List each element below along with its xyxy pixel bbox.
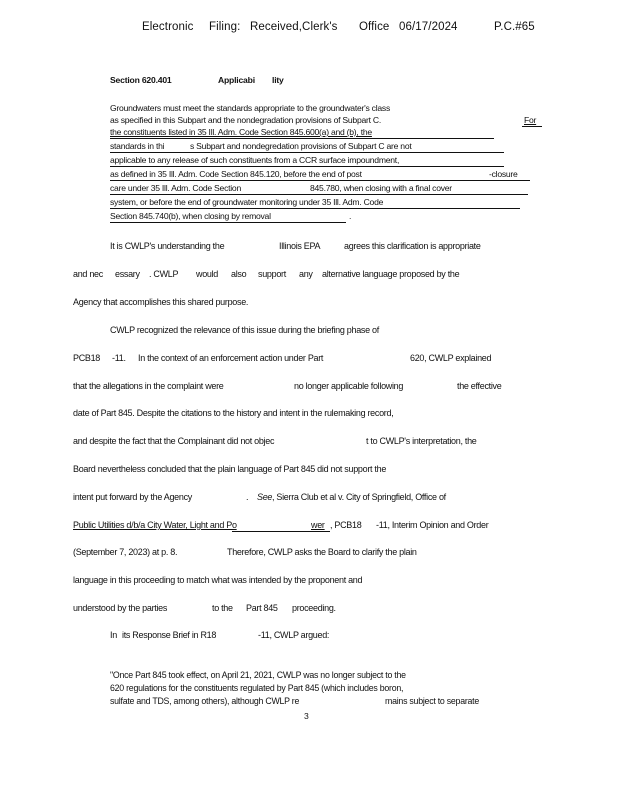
body-text: Illinois EPA	[279, 241, 321, 251]
body-text: agrees this clarification is appropriate	[344, 241, 481, 251]
header-date: 06/17/2024	[399, 21, 458, 33]
header-filing: Filing:	[209, 21, 241, 33]
rule-underline	[110, 166, 504, 167]
rule-line: the constituents listed in 35 Ill. Adm. Code Section 845.600(a) and (b), the	[110, 127, 372, 137]
body-text: -11, Interim Opinion and Order	[376, 520, 489, 530]
body-text: support	[258, 269, 286, 279]
body-text: the effective	[457, 381, 502, 391]
body-text: that the allegations in the complaint were	[73, 381, 224, 391]
rule-line: applicable to any release of such constituents from a CCR surface impoundment,	[110, 155, 400, 165]
rule-line: care under 35 Ill. Adm. Code Section	[110, 183, 241, 193]
quote-line: "Once Part 845 took effect, on April 21, 2021, CWLP was no longer subject to the	[110, 670, 406, 680]
body-text: In	[110, 630, 117, 640]
body-text: Part 845	[246, 603, 278, 613]
body-text: In the context of an enforcement action under Part	[138, 353, 324, 363]
body-text: essary	[115, 269, 140, 279]
body-text: -11, CWLP argued:	[258, 630, 330, 640]
body-text: , PCB18	[330, 520, 362, 530]
body-text: 620, CWLP explained	[410, 353, 492, 363]
rule-line: as specified in this Subpart and the nondegradation provisions of Subpart C.	[110, 115, 381, 125]
body-text: no longer applicable following	[294, 381, 404, 391]
body-text: understood by the parties	[73, 603, 168, 613]
body-text: alternative language proposed by the	[322, 269, 460, 279]
body-text: proceeding.	[292, 603, 336, 613]
body-text: It is CWLP's understanding the	[110, 241, 225, 251]
rule-underline	[110, 194, 528, 195]
rule-line: -closure	[489, 169, 518, 179]
section-number: Section 620.401	[110, 75, 172, 85]
body-text: date of Part 845. Despite the citations to the history and intent in the rulemaking record,	[73, 408, 394, 418]
citation-signal: See	[257, 492, 273, 502]
section-title-part1: Applicabi	[218, 75, 255, 85]
rule-line: s Subpart and nondegredation provisions of Subpart C are not	[190, 141, 412, 151]
body-text: language in this proceeding to match what was intended by the proponent and	[73, 575, 363, 585]
header-received: Received,Clerk's	[250, 21, 338, 33]
rule-insert-for: For	[524, 115, 537, 125]
case-name-underline	[232, 531, 330, 532]
body-text: . CWLP	[149, 269, 179, 279]
case-name-underlined: Public Utilities d/b/a City Water, Light and Po	[73, 520, 237, 530]
body-text: would	[196, 269, 219, 279]
body-text: Therefore, CWLP asks the Board to clarify the plain	[227, 547, 417, 557]
section-title-part2: lity	[272, 75, 284, 85]
body-text: to the	[212, 603, 233, 613]
body-text: (September 7, 2023) at p. 8.	[73, 547, 178, 557]
body-text: t to CWLP's interpretation, the	[366, 436, 477, 446]
rule-line: .	[349, 211, 352, 221]
rule-underline	[110, 152, 504, 153]
rule-underline	[110, 138, 494, 139]
header-pc-number: P.C.#65	[494, 21, 535, 33]
body-text: Board nevertheless concluded that the plain language of Part 845 did not support the	[73, 464, 387, 474]
header-office: Office	[359, 21, 390, 33]
rule-line: system, or before the end of groundwater monitoring under 35 Ill. Adm. Code	[110, 197, 384, 207]
body-text: CWLP recognized the relevance of this issue during the briefing phase of	[110, 325, 379, 335]
quote-line: sulfate and TDS, among others), although CWLP re	[110, 696, 300, 706]
body-text: .	[246, 492, 249, 502]
body-text: -11.	[112, 353, 126, 363]
quote-line: 620 regulations for the constituents regulated by Part 845 (which includes boron,	[110, 683, 404, 693]
body-text: any	[299, 269, 313, 279]
body-text: , Sierra Club et al v. City of Springfield, Office of	[272, 492, 446, 502]
rule-underline	[522, 126, 542, 127]
rule-underline	[110, 180, 530, 181]
body-text: intent put forward by the Agency	[73, 492, 192, 502]
quote-line: mains subject to separate	[385, 696, 479, 706]
header-electronic: Electronic	[142, 21, 194, 33]
rule-line: 845.780, when closing with a final cover	[310, 183, 452, 193]
body-text: PCB18	[73, 353, 101, 363]
body-text: also	[231, 269, 247, 279]
page-number: 3	[304, 711, 309, 721]
rule-line: Section 845.740(b), when closing by removal	[110, 211, 271, 221]
body-text: its Response Brief in R18	[122, 630, 217, 640]
body-text: and despite the fact that the Complainant did not objec	[73, 436, 275, 446]
rule-line: standards in thi	[110, 141, 165, 151]
rule-line: Groundwaters must meet the standards appropriate to the groundwater's class	[110, 103, 391, 113]
rule-line: as defined in 35 Ill. Adm. Code Section 845.120, before the end of post	[110, 169, 362, 179]
body-text: and nec	[73, 269, 103, 279]
rule-underline	[110, 222, 346, 223]
body-text: Agency that accomplishes this shared purpose.	[73, 297, 249, 307]
case-name-underlined: wer	[311, 520, 325, 530]
rule-underline	[110, 208, 520, 209]
